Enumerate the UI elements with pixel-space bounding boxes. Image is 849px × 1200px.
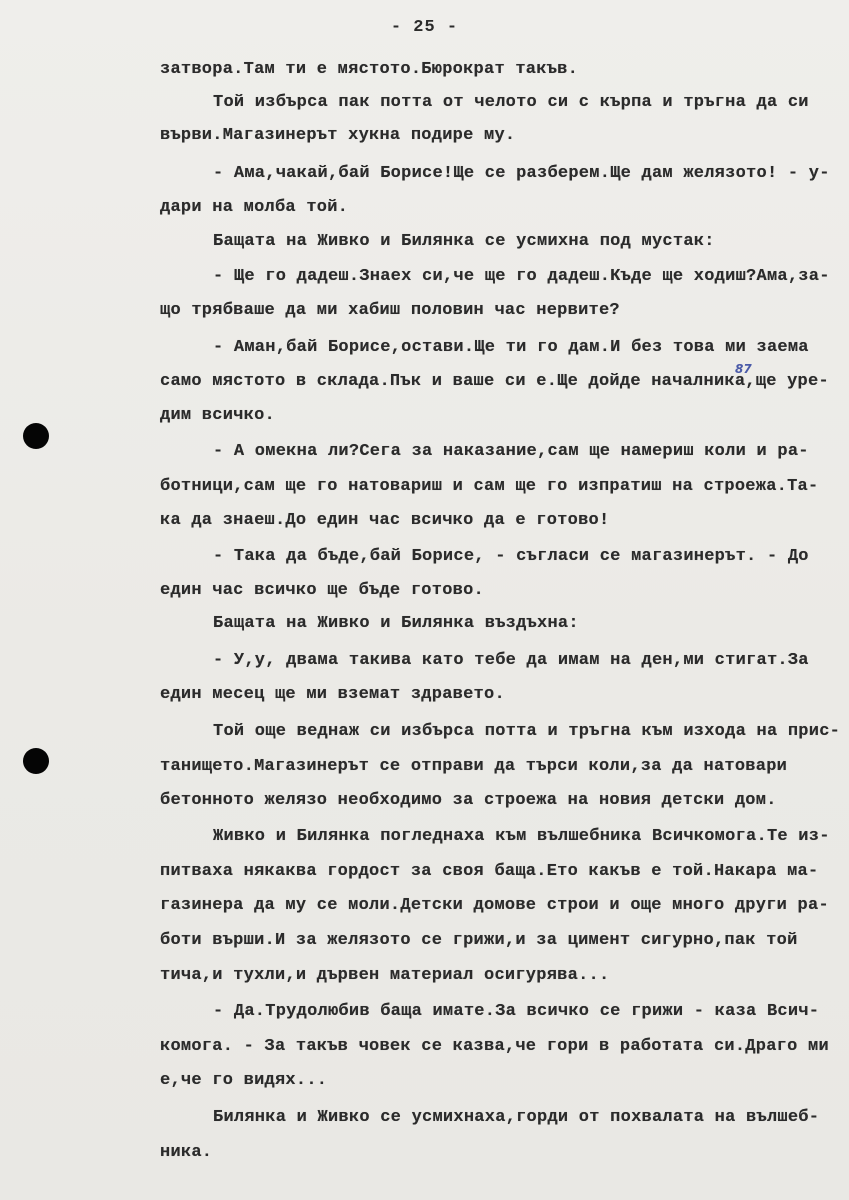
text-line: един месец ще ми вземат здравето. — [160, 685, 505, 704]
text-line: върви.Магазинерът хукна подире му. — [160, 126, 516, 145]
text-line: бетонното желязо необходимо за строежа на новия детски дом. — [160, 791, 777, 810]
text-line: един час всичко ще бъде готово. — [160, 581, 485, 600]
text-line: Той още веднаж си избърса потта и тръгна към изхода на прис- — [213, 722, 841, 741]
text-line: затвора.Там ти е мястото.Бюрократ такъв. — [160, 60, 579, 79]
handwritten-mark: 87 — [735, 362, 752, 376]
text-line: ботници,сам ще го натовариш и сам ще го изпратиш на строежа.Та- — [160, 477, 819, 496]
text-line: само мястото в склада.Пък и ваше си е.Ще дойде началника,ще уре- — [160, 372, 829, 391]
text-line: Той избърса пак потта от челото си с кърпа и тръгна да си — [213, 93, 809, 112]
punch-hole — [23, 423, 49, 449]
text-line: ника. — [160, 1143, 213, 1162]
text-line: - А омекна ли?Сега за наказание,сам ще намериш коли и ра- — [213, 442, 809, 461]
text-line: дим всичко. — [160, 406, 275, 425]
punch-hole — [23, 748, 49, 774]
text-line: дари на молба той. — [160, 198, 349, 217]
text-line: - Аман,бай Борисе,остави.Ще ти го дам.И без това ми заема — [213, 338, 809, 357]
text-line: ка да знаеш.До един час всичко да е готово! — [160, 511, 610, 530]
text-line: тича,и тухли,и дървен материал осигурява... — [160, 966, 610, 985]
text-line: - Ама,чакай,бай Борисе!Ще се разберем.Ще дам желязото! - у- — [213, 164, 830, 183]
text-line: комога. - За такъв човек се казва,че гори в работата си.Драго ми — [160, 1037, 829, 1056]
text-line: Бащата на Живко и Билянка се усмихна под мустак: — [213, 232, 715, 251]
text-line: е,че го видях... — [160, 1071, 328, 1090]
text-line: - Да.Трудолюбив баща имате.За всичко се грижи - каза Всич- — [213, 1002, 820, 1021]
text-line: танището.Магазинерът се отправи да търси коли,за да натовари — [160, 757, 788, 776]
text-line: Живко и Билянка погледнаха към вълшебника Всичкомога.Те из- — [213, 827, 830, 846]
page-number: - 25 - — [390, 18, 459, 37]
text-line: Билянка и Живко се усмихнаха,горди от похвалата на вълшеб- — [213, 1108, 820, 1127]
text-line: Бащата на Живко и Билянка въздъхна: — [213, 614, 579, 633]
text-line: - У,у, двама такива като тебе да имам на ден,ми стигат.За — [213, 651, 809, 670]
text-line: - Така да бъде,бай Борисе, - съгласи се магазинерът. - До — [213, 547, 809, 566]
text-line: - Ще го дадеш.Знаех си,че ще го дадеш.Къде ще ходиш?Ама,за- — [213, 267, 830, 286]
text-line: що трябваше да ми хабиш половин час нервите? — [160, 301, 620, 320]
text-line: питваха някаква гордост за своя баща.Ето какъв е той.Накара ма- — [160, 862, 819, 881]
text-line: газинера да му се моли.Детски домове строи и още много други ра- — [160, 896, 829, 915]
text-line: боти върши.И за желязото се грижи,и за цимент сигурно,пак той — [160, 931, 798, 950]
